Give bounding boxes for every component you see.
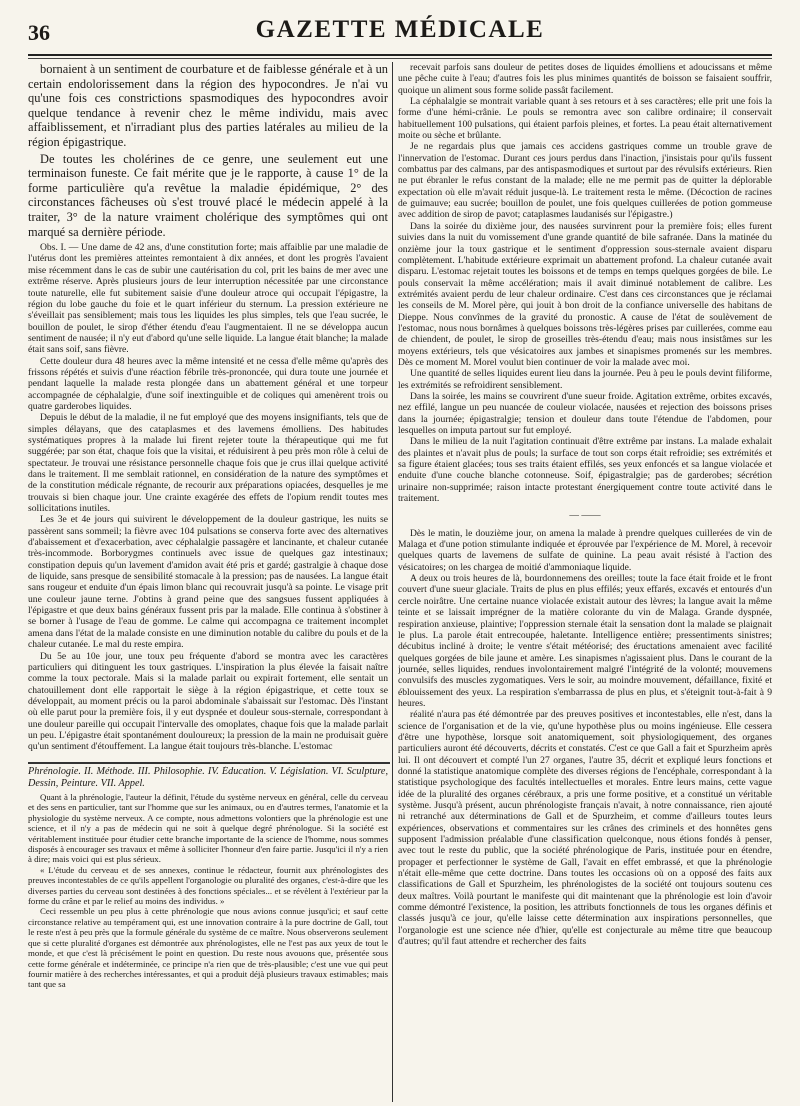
page-number: 36	[28, 20, 50, 45]
paragraph: Du 5e au 10e jour, une toux peu fréquente d'abord se montra avec les caractères particuliers qui ditinguent les toux gastriques. L'inspiration la plus élevée la faisait naître comme la toux pectorale. Mais si la malade parlait ou expirait fortement, elle sentait un chatouillement dont elle rapportait le siège à la région épigastrique, et cette toux se développait, au moment précis ou la paroi abdominale s'abaissait sur l'estomac. Dès l'instant où elle parut pour la première fois, il y eut dyspnée et douleur sous-sternale, correspondant à une douleur pareille qui occupait l'intervalle des omoplates, chaque fois que la malade parlait un peu. L'épigastre était spontanément douloureux; la pression de la main ne produisait guère qu'un sentiment d'étouffement. La langue était toujours très-blanche. L'estomac	[28, 650, 388, 753]
section-divider	[28, 762, 390, 764]
paragraph: Je ne regardais plus que jamais ces accidens gastriques comme un trouble grave de l'innervation de l'estomac. Durant ces jours perdus dans l'inaction, j'insistais pour qu'ils fussent combattus par des calmans, par des antispasmodiques et surtout par des révulsifs extérieurs. Rien ne put ébranler le refus constant de la malade; elle ne me permit pas de quitter la déplorable expectation où elle m'avait réduit jusque-là. Le traitement resta le même. (Décoction de racines de guimauve; eau sucrée; bouillon de poulet, une fois quelques cuillerées de potion gommeuse avec addition de sirop de pavot; cataplasmes laudanisés sur l'épigastre.)	[398, 141, 772, 221]
section-rubric: Phrénologie. II. Méthode. III. Philosophie. IV. Éducation. V. Législation. VI. Sculpture, Dessin, Peinture. VII. Appel.	[28, 766, 388, 789]
paragraph: Depuis le début de la maladie, il ne fut employé que des moyens insignifiants, tels que de simples délayans, que des cataplasmes et des lavemens émolliens. Des habitudes systématiques propres à la malade lui firent rejeter toute la thérapeutique qui me fut suggérée; par son état, chaque fois que la visitai, et réduisirent à peu près mon rôle à celui de spectateur. Je trouvai une résistance personnelle chaque fois que je crus illai quelque activité dans le traitement. Il me semblait rationnel, en considération de la nature des symptômes et de la constitution médicale régnante, de recourir aux préparations opiacées, desquelles je me trouvais si bien chaque jour. Une crainte exagérée des effets de l'opium rendit toutes mes sollicitations inutiles.	[28, 412, 388, 515]
paragraph: Dès le matin, le douzième jour, on amena la malade à prendre quelques cuillerées de vin de Malaga et d'une potion stimulante indiquée et éprouvée par l'expérience de M. Morel, à recevoir quelques quarts de lavemens de sulfate de quinine. La peau avait résisté à l'action des vésicatoires; on les chargea de moitié d'ammoniaque liquide.	[398, 527, 772, 573]
paragraph: Dans le milieu de la nuit l'agitation continuait d'être extrême par instans. La malade exhalait des plaintes et n'avait plus de pouls; la surface de tout son corps était refroidie; ses extrémités et sa figure étaient glacées; tous ses traits étaient effilés, ses yeux enfoncés et sa langue violacée et enduite d'une couche blanche cotonneuse. Soif, épigastralgie; pas de garderobes; sécrétion urinaire non-supprimée; raison intacte protestant énergiquement contre toute activité dans le traitement.	[398, 436, 772, 505]
observation-paragraph: Obs. I. — Une dame de 42 ans, d'une constitution forte; mais affaiblie par une maladie de l'utérus dont les premières atteintes remontaient à dix années, et dont les progrès l'avaient mise récemment dans le cas de subir une cautérisation du col, prit les bains de mer avec une extrême réserve. Après plusieurs jours de leur interruption nécessitée par une circonstance toute naturelle, elle fut subitement saisie d'une douleur atroce qui occupait l'épigastre, la région du lobe gauche du foie et le quart inférieur du sternum. La pression extérieure ne s'éveillait pas sensiblement; mais tous les liquides les plus simples, tels que l'eau sucrée, le bouillon de poulet, le sirop d'éther étendu d'eau l'augmentaient. Il ne se développa aucun sentiment de nausée; il n'y eut d'abord qu'une selle liquide. La langue était blanche; la malade était sans soif, sans fièvre.	[28, 242, 388, 356]
separator: — ——	[569, 510, 601, 522]
right-column	[398, 62, 772, 1102]
paragraph: Une quantité de selles liquides eurent lieu dans la journée. Peu à peu le pouls devint filiforme, les extrémités se refroidirent sensiblement.	[398, 368, 772, 391]
paragraph: recevait parfois sans douleur de petites doses de liquides émolliens et adoucissans et même une pêche cuite à l'eau; d'autres fois les plus minimes quantités de boisson se faisaient souffrir, quoique un aliment sous forme solide passât facilement.	[398, 62, 772, 96]
paragraph: Ceci ressemble un peu plus à cette phrénologie que nous avions connue jusqu'ici; et sauf cette circonstance relative au tempérament qui, est une innovation contraire à la pure doctrine de Gall, tout le reste n'est à peu près que la formule générale du système de ce maître. Nous observerons seulement que si cette pluralité d'organes est démontrée aux phrénologistes, elle ne l'est pas aux yeux de tout le monde, et que c'est là précisément le point en question. Du reste nous avouons que, présentée sous cette forme générale et indéterminée, ce principe n'a rien que de très-plausible; c'est une vue qui peut fournir matière à des recherches intéressantes, et qui a produit déjà plusieurs travaux estimables; mais tant que sa	[28, 906, 388, 990]
paragraph: Cette douleur dura 48 heures avec la même intensité et ne cessa d'elle même qu'après des frissons répétés et suivis d'une réaction fébrile très-prononcée, qui dura toute une journée et pendant laquelle la malade resta plongée dans un abattement général et une torpeur accompagnée de céphalalgie, d'une soif inextinguible et de coliques qui amenèrent trois ou quatre garderobes liquides.	[28, 355, 388, 412]
paragraph: Les 3e et 4e jours qui suivirent le développement de la douleur gastrique, les nuits se passèrent sans sommeil; la fièvre avec 104 pulsations se conserva forte avec des alternatives d'abaissement et d'exacerbation, avec céphalalgie passagère et lancinante, et chaleur cutanée très-incommode. Borborygmes continuels avec issue de quelques gaz intestinaux; constipation depuis qu'un lavement d'amidon avait été pris et gardé; gastralgie à chaque dose de liquide, sans presque de sensibilité stomacale à la pression; pas de nausées. La langue était sans rougeur et enduite d'un épais limon blanc qui recouvrait jusqu'à sa pointe. Le visage prit une couleur jaune terne. J'obtins à grand peine que des sangsues fussent appliquées à l'épigastre et que deux bains généraux fussent pris par la malade. Elle continua à s'obstiner à se borner à l'usage de l'eau de gomme. Le calme qui accompagna ce traitement incomplet amena dans l'état de la malade consiste en une diminution notable du calibre du pouls et de la chaleur cutanée. Le mal du reste empira.	[28, 514, 388, 651]
paragraph: Dans la soirée du dixième jour, des nausées survinrent pour la première fois; elles furent suivies dans la nuit du vomissement d'une grande quantité de bile safranée. Dans la matinée du onzième jour la toux gastrique et le sentiment d'oppression sous-sternale avaient disparu complètement. L'habitude extérieure exprimait un abattement profond. La chaleur cutanée avait disparu. L'estomac rejetait toutes les boissons et de temps en temps quelques gorgées de bile. Le pouls conservait la même accélération; mais il avait diminué notablement de calibre. Les extrémités avaient perdu de leur chaleur ordinaire. C'est dans ces circonstances que je réclamai les conseils de M. Morel père, qui jouit à bon droit de la confiance universelle des habitans de Dieppe. Nous convînmes de la gravité du pronostic. A cause de l'état de soulèvement de l'estomac, nous nous bornâmes à quelques boissons très-légères prises par cuillerées, comme eau de chiendent, de poulet, le sirop de groseilles très-étendu d'eau; mais nous insistâmes sur les moyens extérieurs, tels que vésicatoires aux jambes et sinapismes promenés sur les membres. Dès ce moment M. Morel voulut bien continuer de voir la malade avec moi.	[398, 220, 772, 368]
column-divider	[392, 62, 393, 1102]
header-rule	[28, 54, 772, 56]
page-header	[28, 14, 772, 54]
review-column	[28, 766, 388, 1102]
paragraph: Quant à la phrénologie, l'auteur la définit, l'étude du système nerveux en général, celle du cerveau et des sens en particulier, tant sur l'homme que sur les animaux, ou en d'autres termes, l'anatomie et la physiologie du système nerveux. A ce compte, nous admettons volontiers que la phrénologie est une science, et il n'y a pas de médecin qui ne soit à quelque degré phrénologue. Si la société est véritablement instituée pour étudier cette branche importante de la science de l'homme, nous sommes disposés à encourager ses travaux et même à solliciter l'honneur d'en faire partie. Jusqu'ici il n'y a rien à dire; mais voici qui est plus sérieux.	[28, 792, 388, 865]
paragraph: De toutes les cholérines de ce genre, une seulement eut une terminaison funeste. Ce fait mérite que je le rapporte, à cause 1° de la forme particulière qu'a revêtue la maladie épidémique, 2° des circonstances fâcheuses où s'est trouvé placé le médecin appelé à la traiter, 3° de la nature vraiment cholérique des symptômes qui ont marqué sa dernière période.	[28, 151, 388, 239]
left-column	[28, 62, 388, 759]
quotation-paragraph: « L'étude du cerveau et de ses annexes, continue le rédacteur, fournit aux phrénologistes des preuves incontestables de ce qu'ils appellent l'organologie ou pluralité des organes, c'est-à-dire que les diverses parties du cerveau sont destinées à des fonctions spéciales... et se révèlent à l'extérieur par la forme du crâne et par le relief au moins des individus. »	[28, 864, 388, 907]
paragraph: Dans la soirée, les mains se couvrirent d'une sueur froide. Agitation extrême, orbites excavés, nez effilé, langue un peu nuancée de couleur violacée, nausées et rejection des boissons prises dans la journée; épigastralgie; tension et douleur dans toute l'étendue de l'abdomen, pour lesquelles on imputa partout sur fut employé.	[398, 390, 772, 436]
paragraph: La céphalalgie se montrait variable quant à ses retours et à ses caractères; elle prit une fois la forme d'une hémi-crânie. Le pouls se remontra avec son calibre ordinaire; il conservait habituellement 100 pulsations, qui étaient parfois pleines, et fortes. La peau était alternativement moite ou sèche et brûlante.	[398, 96, 772, 142]
paragraph: réalité n'aura pas été démontrée par des preuves positives et incontestables, elle n'est, dans la science de l'organisation et de la vie, qu'une hypothèse plus ou moins ingénieuse. Elle cessera d'être une hypothèse, lorsque soit anatomiquement, soit physiologiquement, des organes particuliers auront été découverts, décrits et constatés. C'est ce que Gall a fait et Spurzheim après lui. Il ont découvert et compté l'un 27 organes, l'autre 35, décrit et expliqué leurs fonctions et donné la statistique anatomique complète des diverses régions de l'encéphale, correspondant à la statistique psychologique des facultés intellectuelles et morales. Entre leurs mains, cette vague idée de la pluralité des organes cérébraux, a pris une forme positive, et a constitué un véritable système. Jusqu'à présent, aucun phrénologiste français n'avait, à notre connaissance, rien ajouté ni retranché aux déterminations de Gall et de Spurzheim, et comme d'ailleurs toutes leurs expériences, observations et commentaires sur les crânes des criminels et des honnêtes gens supposent l'admission préalable d'une classification quelconque, nous étions fondés à penser, avec tout le reste du public, que la société phrénologique de Paris, instituée pour en étendre, propager et perfectionner le système de Gall, l'avait en effet embrassé, et que la phrénologie n'était elle-même que cette doctrine. Dans toutes les occasions où on a opposé des faits aux classifications de Gall et Spurzheim, les phrénologistes de la société ont toujours soutenu ces deux maîtres. Voilà pourtant le manifeste qui dit maintenant que la phrénologie est loin d'avoir comme démontré l'existence, la position, les attributs fonctionnels de tous les organes définis et classés jusqu'à ce jour, qu'elle laisse cette détermination aux inspirations personnelles, que l'organologie est une science née d'hier, qu'elle est conjecturale au même titre que beaucoup d'autres; qu'il faut attendre et rechercher des faits	[398, 709, 772, 948]
journal-title: GAZETTE MÉDICALE	[255, 16, 545, 43]
paragraph: A deux ou trois heures de là, bourdonnemens des oreilles; toute la face était froide et le front couvert d'une sueur glaciale. Traits de plus en plus effilés; yeux effarés, excavés et entourés d'un cercle noirâtre. Une certaine nuance violacée existait autour des lèvres; la langue avait la même teinte et se laissait imprégner de la matière colorante du vin de Malaga. Grande dyspnée, respiration anxieuse, plaintive; l'oppression sternale était la sensation dont la malade se plaignait le plus. La parole était entrecoupée, haletante. Intelligence entière; pressentiments sinistres; décubitus incliné à droite; le ventre s'était météorisé; des éructations amenaient avec facilité quelques gorgées de bile jaune et amère. Les sinapismes n'agissaient plus. Dans le courant de la journée, selles liquides, rendues involontairement malgré l'intégrité de la volonté; mouvemens convulsifs des muscles zygomatiques. Vers le soir, au moindre mouvement, défaillance, fixité et éblouissement des yeux. La respiration s'embarrassa de plus en plus, et s'éteignit tout-à-fait à 9 heures.	[398, 573, 772, 709]
paragraph: bornaient à un sentiment de courbature et de faiblesse générale et à un certain endolorissement dans la région des hypocondres. Je n'ai vu qu'une fois ces constrictions spasmodiques des hypocondres avoir quelque tendance à revenir chez le même individu, mais avec affaiblissement, et n'irradiant plus des parties latérales au milieu de la région épigastrique.	[28, 62, 388, 149]
header-rule-thin	[28, 58, 772, 59]
